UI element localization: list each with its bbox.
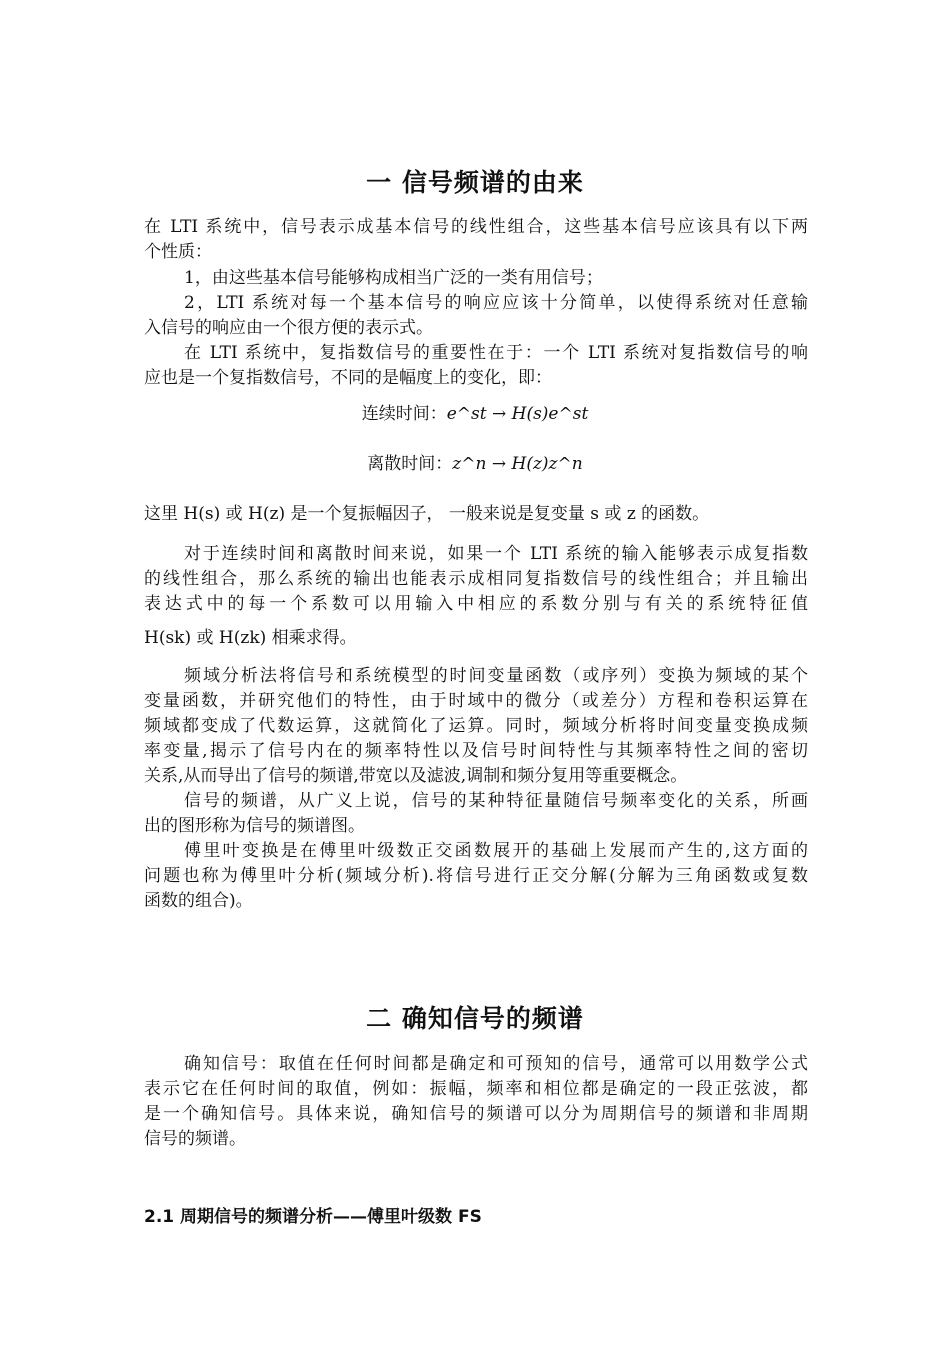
s2-p1-line1: 确知信号：取值在任何时间都是确定和可预知的信号，通常可以用数学公式 — [184, 1054, 808, 1074]
s1-p7-line2: 问题也称为傅里叶分析(频域分析).将信号进行正交分解(分解为三角函数或复数 — [144, 866, 808, 886]
s1-p1-line2: 个性质： — [144, 242, 212, 262]
s1-item2-line2: 入信号的响应由一个很方便的表示式。 — [144, 318, 433, 338]
s1-p2-line2: 应也是一个复指数信号，不同的是幅度上的变化，即： — [144, 368, 552, 388]
s1-p6-line2: 出的图形称为信号的频谱图。 — [144, 816, 365, 836]
s1-p4-line3: 表达式中的每一个系数可以用输入中相应的系数分别与有关的系统特征值 — [144, 594, 808, 614]
s1-item1: 1，由这些基本信号能够构成相当广泛的一类有用信号； — [184, 268, 603, 288]
formula-discrete — [0, 452, 950, 476]
section2-title: 二 确知信号的频谱 — [366, 1004, 584, 1033]
s1-p5-line2: 变量函数，并研究他们的特性，由于时域中的微分（或差分）方程和卷积运算在 — [144, 691, 808, 711]
s1-p5-line3: 频域都变成了代数运算，这就简化了运算。同时，频域分析将时间变量变换成频 — [144, 716, 808, 736]
formula-continuous-label: 连续时间： — [361, 404, 447, 424]
s1-p6-line1: 信号的频谱，从广义上说，信号的某种特征量随信号频率变化的关系，所画 — [184, 791, 808, 811]
s1-p7-line3: 函数的组合)。 — [144, 891, 253, 911]
s1-p4-line4: H(sk) 或 H(zk) 相乘求得。 — [144, 628, 357, 648]
s2-p1-line2: 表示它在任何时间的取值，例如：振幅，频率和相位都是确定的一段正弦波，都 — [144, 1079, 808, 1099]
s1-p7-line1: 傅里叶变换是在傅里叶级数正交函数展开的基础上发展而产生的,这方面的 — [184, 841, 808, 861]
formula-discrete-expr: z^n → H(z)z^n — [452, 454, 583, 474]
s2-p1-line4: 信号的频谱。 — [144, 1129, 246, 1149]
formula-continuous — [0, 402, 950, 426]
s1-p5-line5: 关系,从而导出了信号的频谱,带宽以及滤波,调制和频分复用等重要概念。 — [144, 766, 688, 786]
s1-p3: 这里 H(s) 或 H(z) 是一个复振幅因子， 一般来说是复变量 s 或 z 的函数。 — [144, 504, 710, 524]
s1-p4-line1: 对于连续时间和离散时间来说，如果一个 LTI 系统的输入能够表示成复指数 — [184, 544, 808, 564]
s1-p5-line4: 率变量,揭示了信号内在的频率特性以及信号时间特性与其频率特性之间的密切 — [144, 741, 808, 761]
s1-item2-line1: 2，LTI 系统对每一个基本信号的响应应该十分简单，以使得系统对任意输 — [184, 293, 808, 313]
s2-p1-line3: 是一个确知信号。具体来说，确知信号的频谱可以分为周期信号的频谱和非周期 — [144, 1104, 808, 1124]
s1-p5-line1: 频域分析法将信号和系统模型的时间变量函数（或序列）变换为频域的某个 — [184, 666, 808, 686]
formula-discrete-label: 离散时间： — [367, 454, 453, 474]
subsection-2-1-title: 2.1 周期信号的频谱分析——傅里叶级数 FS — [144, 1207, 482, 1227]
s1-p4-line2: 的线性组合，那么系统的输出也能表示成相同复指数信号的线性组合；并且输出 — [144, 569, 808, 589]
s1-p2-line1: 在 LTI 系统中，复指数信号的重要性在于：一个 LTI 系统对复指数信号的响 — [184, 343, 808, 363]
section1-title: 一 信号频谱的由来 — [366, 168, 584, 197]
s1-p1-line1: 在 LTI 系统中，信号表示成基本信号的线性组合，这些基本信号应该具有以下两 — [144, 217, 808, 237]
formula-continuous-expr: e^st → H(s)e^st — [446, 404, 589, 424]
